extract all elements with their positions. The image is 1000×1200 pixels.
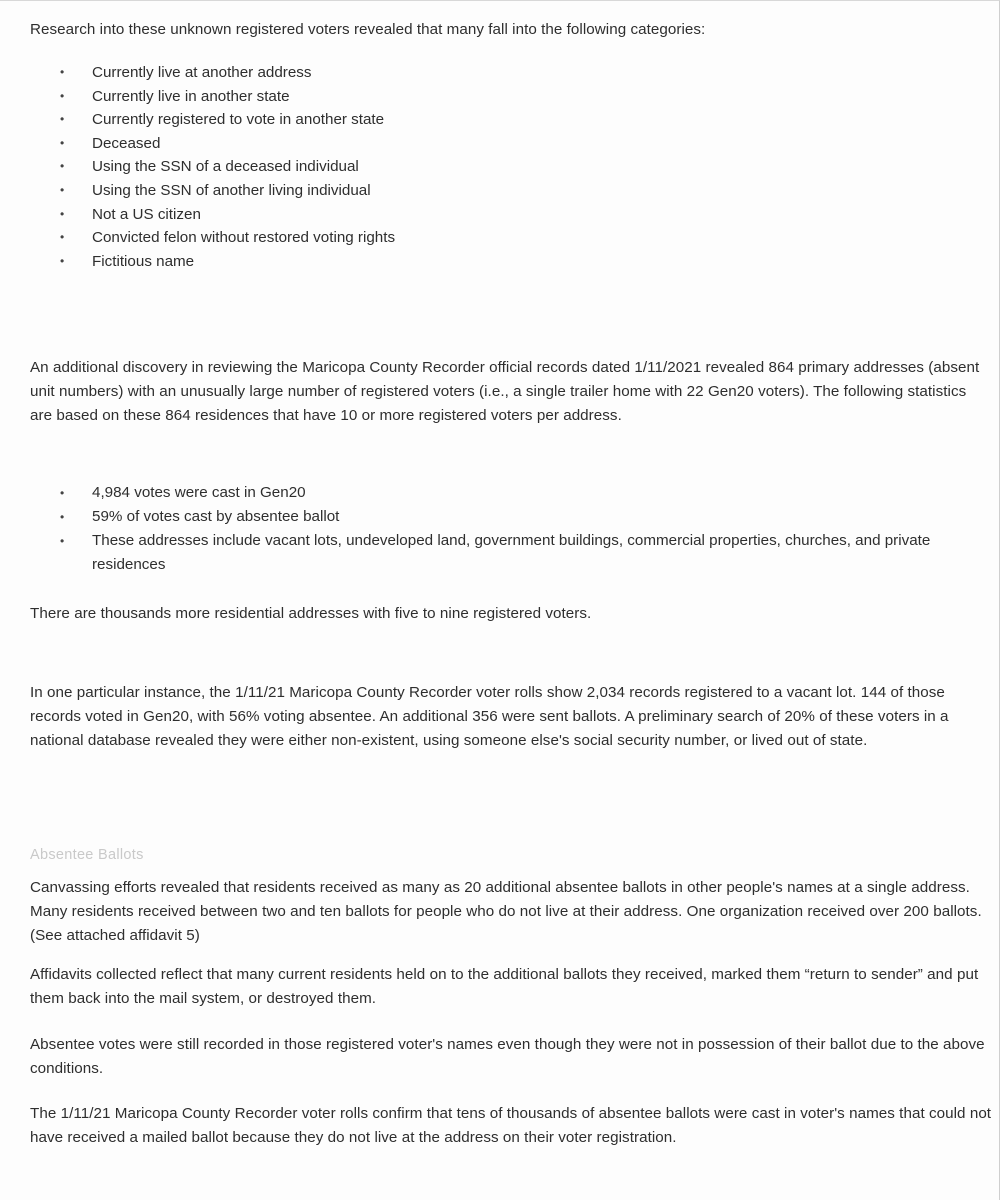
thousands-more-paragraph: There are thousands more residential addresses with five to nine registered voters.: [30, 605, 592, 622]
list-item: • Not a US citizen: [52, 203, 395, 227]
bullet-icon: •: [60, 534, 65, 548]
list-item: • Fictitious name: [52, 250, 395, 274]
list-item: • 4,984 votes were cast in Gen20: [52, 481, 992, 505]
list-item: • Currently registered to vote in another state: [52, 108, 395, 132]
list-item: • Using the SSN of another living individual: [52, 179, 395, 203]
bullet-icon: •: [60, 206, 65, 221]
bullet-icon: •: [60, 159, 65, 174]
rolls-confirm-paragraph: The 1/11/21 Maricopa County Recorder voter rolls confirm that tens of thousands of absentee ballots were cast in voter's names that could not have received a mailed ballot because they do not live at the address on their voter registration.: [30, 1105, 992, 1146]
stats-list: [52, 481, 992, 577]
bullet-icon: •: [60, 230, 65, 245]
canvassing-paragraph: Canvassing efforts revealed that residents received as many as 20 additional absentee ballots in other people's names at a single address. Many residents received between two and ten ballots for people who do not live at their address. One organization received over 200 ballots. (See attached affidavit 5): [30, 879, 982, 944]
affidavits-paragraph: Affidavits collected reflect that many current residents held on to the additional ballots they received, marked them “return to sender” and put them back into the mail system, or destroyed them.: [30, 966, 979, 1007]
absentee-recorded-paragraph: Absentee votes were still recorded in those registered voter's names even though they were not in possession of their ballot due to the above conditions.: [30, 1036, 985, 1077]
bullet-icon: •: [60, 135, 65, 150]
list-item: • 59% of votes cast by absentee ballot: [52, 505, 992, 529]
instance-paragraph: In one particular instance, the 1/11/21 Maricopa County Recorder voter rolls show 2,034 records registered to a vacant lot. 144 of those records voted in Gen20, with 56% voting absentee. An additional 356 were sent ballots. A preliminary search of 20% of these voters in a national database revealed they were either non-existent, using someone else's social security number, or lived out of state.: [30, 684, 949, 749]
list-item: • Using the SSN of a deceased individual: [52, 155, 395, 179]
additional-discovery-paragraph: An additional discovery in reviewing the Maricopa County Recorder official records dated 1/11/2021 revealed 864 primary addresses (absent unit numbers) with an unusually large number of registered voters (i.e., a single trailer home with 22 Gen20 voters). The following statistics are based on these 864 residences that have 10 or more registered voters per address.: [30, 359, 980, 424]
bullet-icon: •: [60, 182, 65, 197]
intro-paragraph: Research into these unknown registered voters revealed that many fall into the following categories:: [30, 21, 706, 38]
list-item: • Deceased: [52, 132, 395, 156]
list-item: • These addresses include vacant lots, undeveloped land, government buildings, commercial properties, churches, and private residences: [52, 529, 992, 577]
list-item: • Currently live in another state: [52, 85, 395, 109]
section-heading: Absentee Ballots: [30, 847, 144, 863]
categories-list: [52, 61, 395, 273]
bullet-icon: •: [60, 510, 65, 524]
bullet-icon: •: [60, 88, 65, 103]
list-item: • Convicted felon without restored voting rights: [52, 226, 395, 250]
bullet-icon: •: [60, 65, 65, 79]
list-item: • Currently live at another address: [52, 61, 395, 85]
bullet-icon: •: [60, 112, 65, 127]
bullet-icon: •: [60, 486, 65, 500]
bullet-icon: •: [60, 253, 65, 268]
